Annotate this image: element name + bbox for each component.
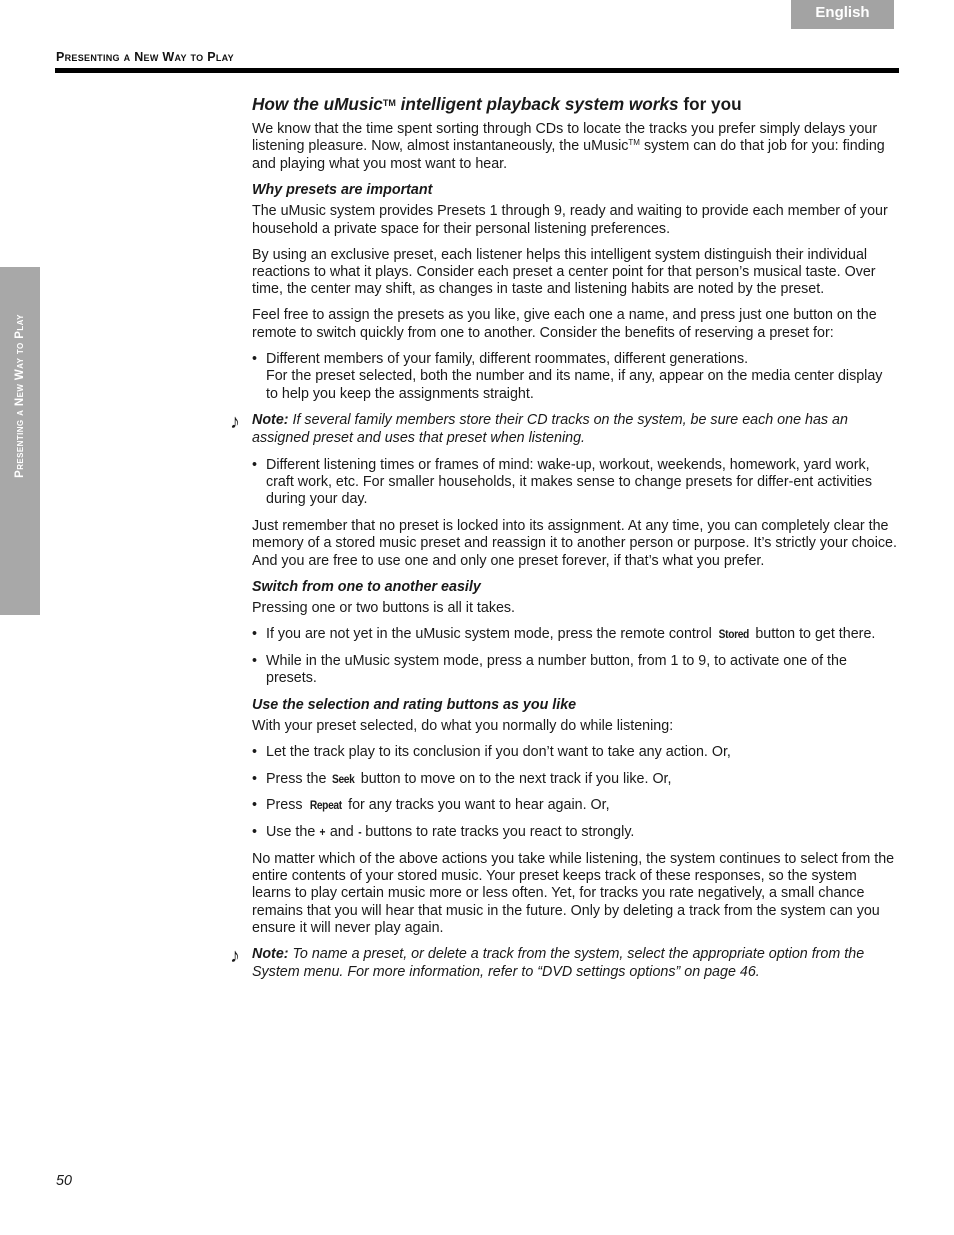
bullet-text: Press: [266, 797, 307, 814]
list-item: • Let the track play to its conclusion if you don’t want to take any action. Or,: [252, 744, 897, 761]
rating-heading: Use the selection and rating buttons as you like: [252, 696, 577, 713]
stored-key-label: Stored: [718, 627, 749, 642]
why-presets-heading: Why presets are important: [252, 181, 433, 198]
switch-list: [252, 626, 897, 687]
heading-part3: for you: [683, 94, 742, 114]
section-header: Presenting a New Way to Play: [56, 50, 234, 64]
note-label: Note:: [252, 412, 289, 429]
why-presets-p1: The uMusic system provides Presets 1 through 9, ready and waiting to provide each member of your household a private space for their personal listening preferences.: [252, 203, 888, 237]
bullet-text: button to get there.: [751, 626, 876, 643]
intro-before: We know that the time spent sorting through CDs to locate the tracks you prefer simply delays your listening pleasure. Now, almost instantaneously, the uMusic: [252, 121, 878, 155]
side-tab-label: Presenting a New Way to Play: [14, 314, 26, 478]
list-item: [252, 797, 897, 814]
music-note-icon: ♪: [230, 411, 240, 434]
preset-benefits-list: [252, 351, 897, 403]
why-presets-p4: Just remember that no preset is locked into its assignment. At any time, you can completely clear the memory of a stored music preset and reassign it to another person or purpose. It’s strictly your choice. And you are free to use one and only one preset forever, if that’s what you prefer.: [252, 517, 897, 569]
bullet-text: buttons to rate tracks you react to strongly.: [361, 823, 635, 840]
intro-trademark: TM: [628, 138, 640, 148]
repeat-key-label: Repeat: [309, 798, 342, 813]
rating-p1: With your preset selected, do what you normally do while listening:: [252, 718, 674, 735]
header-rule: [55, 68, 899, 73]
language-tab[interactable]: English: [791, 0, 894, 29]
note-text: If several family members store their CD tracks on the system, be sure each one has an assigned preset and uses that preset when listening.: [252, 412, 848, 446]
heading-part2: intelligent playback system works: [395, 94, 684, 114]
seek-key-label: Seek: [332, 771, 355, 786]
main-content: [230, 92, 897, 991]
note-label: Note:: [252, 946, 289, 963]
list-item: • Different listening times or frames of mind: wake-up, workout, weekends, homework, yard work, craft work, etc. For smaller households, it makes sense to change presets for differ-ent activities during your day.: [252, 457, 897, 509]
heading-trademark: TM: [382, 98, 396, 108]
rating-p2: No matter which of the above actions you take while listening, the system continues to select from the entire contents of your stored music. Your preset keeps track of these responses, so the system learns to play certain music more or less often. Yet, for tracks you rate negatively, a small chance remains that you will hear that music in the future. Only by deleting a track from the system can you ensure it will never play again.: [252, 850, 895, 937]
note-text: To name a preset, or delete a track from the system, select the appropriate option from the System menu. For more information, refer to “DVD settings options” on page 46.: [252, 946, 865, 980]
bullet-text: for any tracks you want to hear again. Or,: [344, 797, 610, 814]
why-presets-p3: Feel free to assign the presets as you like, give each one a name, and press just one button on the remote to switch quickly from one to another. Consider the benefits of reserving a preset for:: [252, 307, 877, 341]
bullet-text: If you are not yet in the uMusic system mode, press the remote control: [266, 626, 716, 643]
switch-p1: Pressing one or two buttons is all it takes.: [252, 600, 516, 617]
intro-after: system can do that job for you: finding and playing what you most want to hear.: [252, 138, 885, 172]
page-number: 50: [56, 1173, 72, 1189]
note-name-preset: [230, 945, 897, 981]
bullet-line: Different members of your family, different roommates, different generations.: [266, 350, 749, 367]
plus-key-label: +: [319, 824, 326, 839]
note-family-members: [230, 411, 897, 447]
minus-key-label: -: [357, 824, 362, 839]
switch-heading: Switch from one to another easily: [252, 578, 481, 595]
list-item: • While in the uMusic system mode, press a number button, from 1 to 9, to activate one of the presets.: [252, 653, 897, 688]
list-item: [252, 351, 897, 403]
bullet-text: button to move on to the next track if you like. Or,: [356, 770, 672, 787]
list-item: [252, 626, 897, 643]
intro-paragraph: [252, 121, 897, 173]
bullet-line: For the preset selected, both the number and its name, if any, appear on the media center display to help you keep the assignments straight.: [266, 368, 883, 402]
heading-part1: How the uMusic: [252, 94, 383, 114]
list-item: [252, 824, 897, 841]
bullet-text: Use the: [266, 823, 320, 840]
music-note-icon: ♪: [230, 945, 240, 968]
preset-benefits-list-2: [252, 457, 897, 509]
bullet-text: and: [325, 823, 358, 840]
why-presets-p2: By using an exclusive preset, each listener helps this intelligent system distinguish their individual reactions to what it plays. Consider each preset a center point for that person’s musical taste. Over time, the center may shift, as changes in taste and listening habits are noted by the preset.: [252, 246, 876, 298]
list-item: [252, 771, 897, 788]
page-heading: [252, 92, 897, 115]
bullet-text: Press the: [266, 770, 331, 787]
rating-list: [252, 744, 897, 841]
